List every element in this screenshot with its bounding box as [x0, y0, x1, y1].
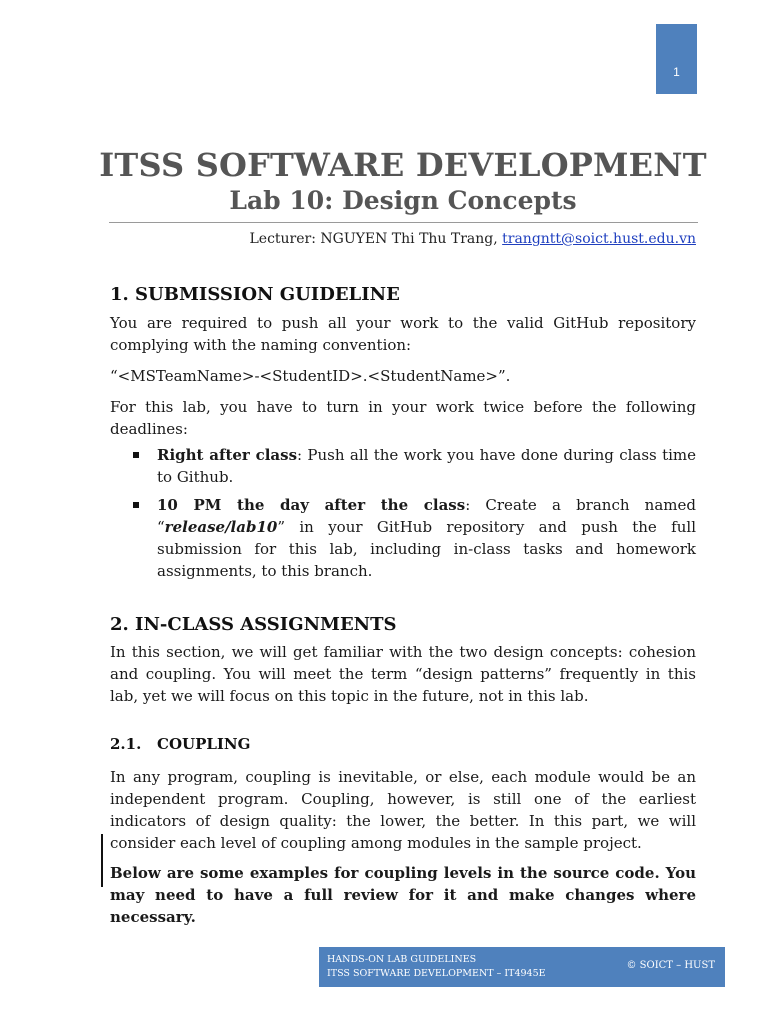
footer-line-2: ITSS SOFTWARE DEVELOPMENT – IT4945E	[327, 968, 546, 979]
bullet-square-icon	[133, 502, 139, 508]
lecturer-label: Lecturer: NGUYEN Thi Thu Trang,	[249, 231, 503, 247]
page-footer	[319, 947, 725, 987]
list-item	[110, 494, 696, 582]
deadline-1-text: : Push all the work you have done during class time to Github.	[157, 446, 696, 486]
section-1-paragraph-2: For this lab, you have to turn in your work twice before the following deadlines:	[110, 398, 696, 438]
revision-bar	[101, 834, 103, 887]
deadline-1-title: Right after class	[157, 446, 298, 464]
section-1-paragraph-1: You are required to push all your work to the valid GitHub repository complying with the naming convention:	[110, 314, 696, 354]
document-title: ITSS SOFTWARE DEVELOPMENT	[99, 146, 707, 184]
footer-copyright: © SOICT – HUST	[626, 960, 715, 971]
lecturer-line	[249, 231, 696, 247]
branch-name: release/lab10	[164, 518, 278, 536]
coupling-note: Below are some examples for coupling levels in the source code. You may need to have a full review for it and make changes where necessary.	[110, 864, 696, 926]
footer-course-info	[327, 953, 546, 981]
page-number-badge	[656, 24, 697, 94]
section-2-paragraph: In this section, we will get familiar with the two design concepts: cohesion and coupling. You will meet the term “design patterns” frequently in this lab, yet we will focus on this topic in the future, not in this lab.	[110, 643, 696, 705]
bullet-square-icon	[133, 452, 139, 458]
page-number: 1	[673, 65, 680, 79]
coupling-paragraph: In any program, coupling is inevitable, or else, each module would be an independent program. Coupling, however, is still one of the earliest indicators of design quality: the lower, the better. In this part, we will consider each level of coupling among modules in the sample project.	[110, 768, 696, 852]
deadline-list	[110, 444, 696, 582]
subsection-2-1-heading	[110, 733, 696, 755]
deadline-2-title: 10 PM the day after the class	[157, 496, 466, 514]
document-body	[110, 280, 696, 928]
footer-line-1: HANDS-ON LAB GUIDELINES	[327, 954, 477, 965]
subsection-number: 2.1.	[110, 735, 142, 753]
section-1-heading: 1. SUBMISSION GUIDELINE	[110, 284, 400, 305]
list-item	[110, 444, 696, 488]
deadline-2-text-after: ” in your GitHub repository and push the full submission for this lab, including in-class tasks and homework assignments, to this branch.	[157, 518, 696, 580]
subsection-title: COUPLING	[157, 735, 251, 753]
lecturer-email-link[interactable]: trangntt@soict.hust.edu.vn	[502, 231, 696, 247]
document-subtitle: Lab 10: Design Concepts	[229, 186, 577, 215]
naming-convention: “<MSTeamName>-<StudentID>.<StudentName>”.	[110, 367, 511, 385]
section-2-heading: 2. IN-CLASS ASSIGNMENTS	[110, 614, 397, 635]
deadline-2-text-before: : Create a branch named “	[157, 496, 696, 536]
title-divider	[109, 222, 698, 223]
